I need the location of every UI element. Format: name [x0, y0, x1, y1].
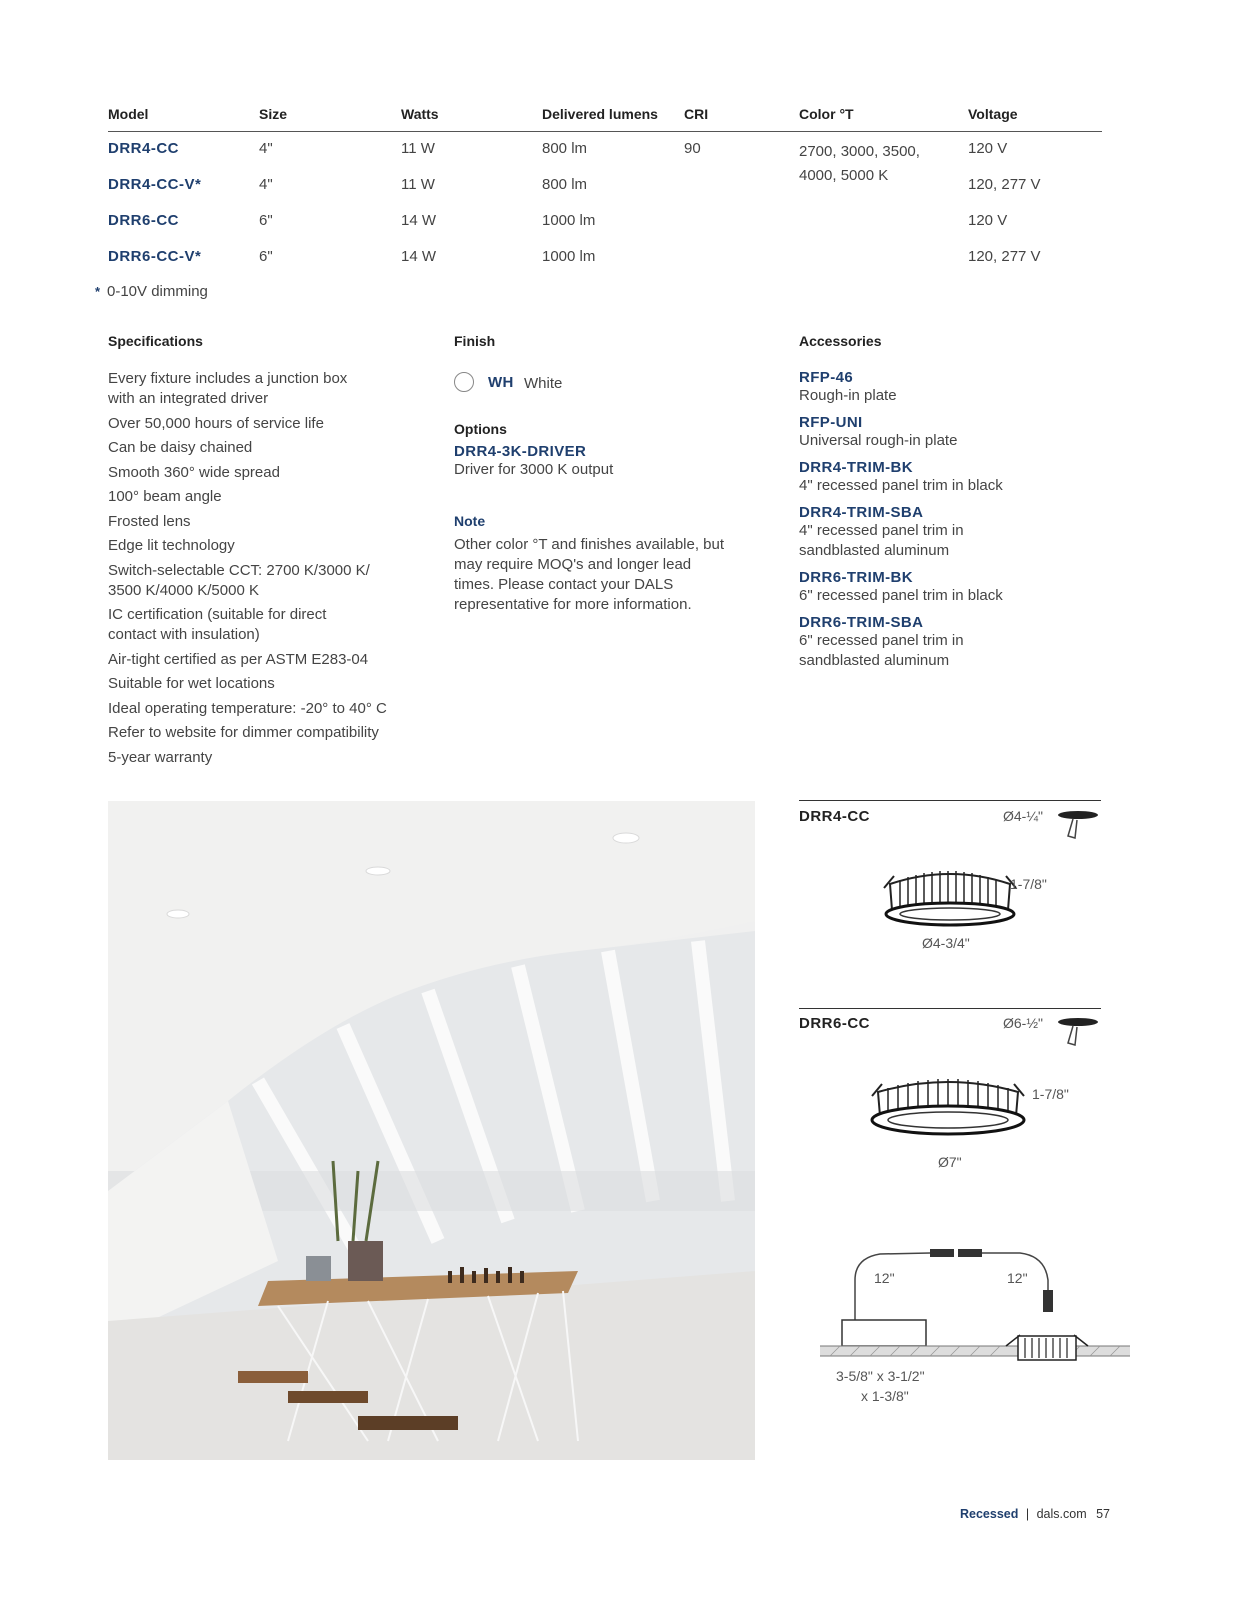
drr6-height: 1-7/8" [1032, 1086, 1069, 1102]
voltage-cell: 120 V [968, 140, 1008, 157]
cri-cell: 90 [684, 140, 701, 157]
interior-scene [108, 801, 755, 1460]
accessories-heading: Accessories [799, 333, 882, 349]
specifications-section [108, 333, 428, 772]
accessories-section [799, 333, 1059, 679]
accessory-code: DRR6-TRIM-BK [799, 569, 913, 586]
col-header-model: Model [108, 106, 149, 122]
accessory-item [799, 569, 1059, 606]
drr6-diameter: Ø7" [938, 1154, 962, 1170]
lead-length-right: 12" [1007, 1270, 1028, 1286]
col-header-watts: Watts [401, 106, 439, 122]
drr6-fixture-icon [866, 1070, 1030, 1140]
drr6-cutout: Ø6-½" [1003, 1015, 1043, 1031]
spec-item: Edge lit technology [108, 537, 235, 554]
voltage-cell: 120, 277 V [968, 176, 1041, 193]
watts-cell: 14 W [401, 248, 437, 265]
spec-item: Suitable for wet locations [108, 675, 275, 692]
voltage-cell: 120, 277 V [968, 248, 1041, 265]
footer-separator: | [1025, 1507, 1030, 1521]
table-header-rule [108, 131, 1102, 132]
finish-heading: Finish [454, 333, 496, 349]
drr4-diameter: Ø4-3/4" [922, 935, 970, 951]
spec-item: Frosted lens [108, 512, 191, 530]
size-cell: 4" [259, 140, 273, 157]
size-cell: 6" [259, 248, 273, 265]
col-header-cri: CRI [684, 106, 709, 122]
accessory-desc: 6" recessed panel trim in black [799, 587, 1003, 604]
ceiling-cutout-icon [1055, 806, 1101, 842]
drr6-rule [799, 1008, 1101, 1009]
accessory-code: DRR6-TRIM-SBA [799, 614, 924, 631]
spec-item: 100° beam angle [108, 488, 222, 505]
col-header-lumens: Delivered lumens [542, 106, 658, 122]
model-code: DRR6-CC [108, 212, 179, 229]
accessory-code: DRR4-TRIM-BK [799, 459, 913, 476]
note-heading: Note [454, 513, 486, 529]
col-header-size: Size [259, 106, 288, 122]
spec-item: IC certification (suitable for direct contact with insulation) [108, 606, 327, 643]
watts-cell: 11 W [401, 176, 435, 193]
watts-cell: 11 W [401, 140, 435, 157]
accessory-desc: Universal rough-in plate [799, 432, 958, 449]
model-code: DRR4-CC [108, 140, 179, 157]
spec-item: Over 50,000 hours of service life [108, 414, 324, 432]
color-temp-cell: 2700, 3000, 3500, 4000, 5000 K [799, 143, 920, 184]
accessory-desc: 6" recessed panel trim in sandblasted aluminum [799, 632, 964, 669]
drr4-fixture-icon [880, 862, 1020, 928]
accessory-item [799, 504, 1059, 561]
spec-item: Switch-selectable CCT: 2700 K/3000 K/ 3500 K/4000 K/5000 K [108, 561, 370, 599]
voltage-cell: 120 V [968, 212, 1008, 229]
model-code: DRR4-CC-V* [108, 176, 202, 193]
junction-box-size-line1: 3-5/8" x 3-1/2" [836, 1368, 925, 1384]
finish-code: WH [488, 374, 514, 391]
lumens-cell: 800 lm [542, 140, 588, 157]
accessory-item [799, 459, 1059, 496]
accessory-code: DRR4-TRIM-SBA [799, 504, 924, 521]
footer-site: dals.com [1036, 1507, 1087, 1521]
footer-section: Recessed [960, 1507, 1019, 1521]
size-cell: 6" [259, 212, 273, 229]
accessory-code: RFP-UNI [799, 414, 863, 431]
interior-photo [108, 801, 755, 1460]
accessory-item [799, 369, 1059, 406]
accessory-item [799, 614, 1059, 671]
spec-item: Ideal operating temperature: -20° to 40° C [108, 699, 387, 717]
accessories-list [799, 369, 1059, 671]
white-swatch-icon [454, 372, 474, 392]
option-code: DRR4-3K-DRIVER [454, 443, 587, 460]
finish-label: White [524, 375, 563, 392]
ceiling-cutout-icon [1055, 1013, 1101, 1049]
page-number: 57 [1096, 1507, 1111, 1521]
spec-item: Can be daisy chained [108, 439, 253, 456]
watts-cell: 14 W [401, 212, 437, 229]
accessory-desc: 4" recessed panel trim in sandblasted aluminum [799, 522, 964, 559]
junction-box-size-line2: x 1-3/8" [861, 1388, 909, 1404]
drr6-title: DRR6-CC [799, 1015, 870, 1032]
junction-box-wiring-icon [820, 1240, 1130, 1365]
spec-item: Smooth 360° wide spread [108, 463, 280, 481]
finish-options-column [454, 333, 734, 615]
spec-item: Refer to website for dimmer compatibility [108, 724, 379, 741]
lumens-cell: 1000 lm [542, 248, 596, 265]
lead-length-left: 12" [874, 1270, 895, 1286]
page-footer [960, 1507, 1110, 1521]
model-code: DRR6-CC-V* [108, 248, 202, 265]
option-desc: Driver for 3000 K output [454, 461, 614, 478]
accessory-desc: 4" recessed panel trim in black [799, 477, 1003, 494]
col-header-voltage: Voltage [968, 106, 1018, 122]
accessory-item [799, 414, 1059, 451]
footnote-marker: * [95, 284, 101, 299]
col-header-color-temp: Color °T [799, 106, 854, 122]
note-text: Other color °T and finishes available, but may require MOQ's and longer lead times. Please contact your DALS representative for more information. [454, 536, 725, 613]
specifications-list [108, 369, 428, 768]
options-heading: Options [454, 421, 507, 437]
accessory-desc: Rough-in plate [799, 387, 897, 404]
drr4-height: 1-7/8" [1010, 876, 1047, 892]
spec-item: Every fixture includes a junction box with an integrated driver [108, 370, 348, 407]
lumens-cell: 1000 lm [542, 212, 596, 229]
drr4-title: DRR4-CC [799, 808, 870, 825]
finish-swatch-row [454, 374, 734, 396]
spec-item: Air-tight certified as per ASTM E283-04 [108, 650, 369, 668]
size-cell: 4" [259, 176, 273, 193]
lumens-cell: 800 lm [542, 176, 588, 193]
spec-item: 5-year warranty [108, 748, 213, 766]
drr4-rule [799, 800, 1101, 801]
drr4-cutout: Ø4-¼" [1003, 808, 1043, 824]
footnote-text: 0-10V dimming [107, 283, 208, 300]
specifications-heading: Specifications [108, 333, 203, 349]
accessory-code: RFP-46 [799, 369, 854, 386]
